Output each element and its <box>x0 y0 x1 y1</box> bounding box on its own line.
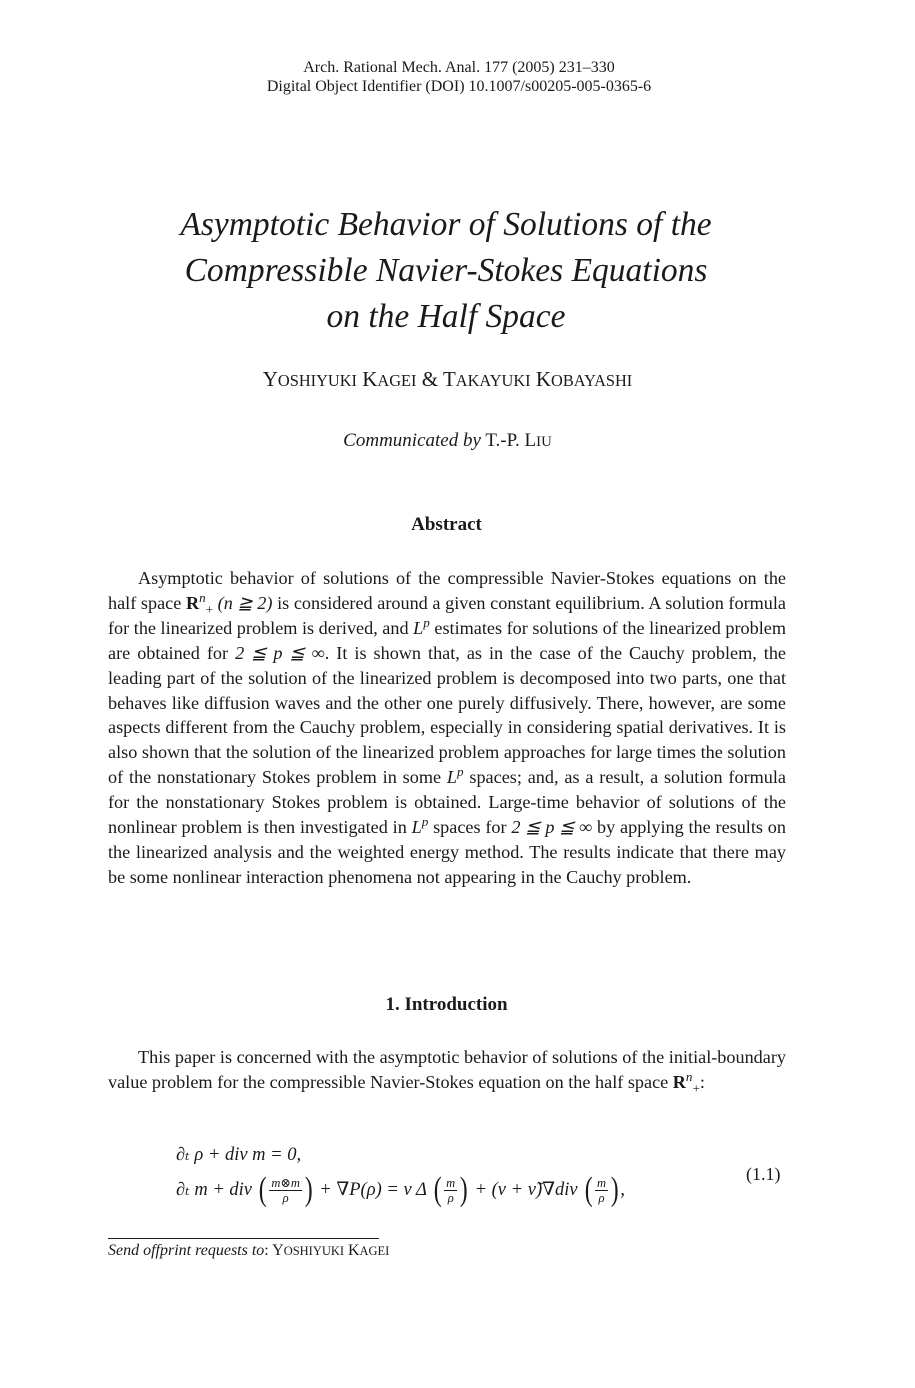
abstract-paragraph: Asymptotic behavior of solutions of the compressible Navier-Stokes equations on the half space $R^n_+$ (n ≧ 2) is considered around a given constant equilibrium. A solution formula for the linearized problem is derived, and $L^p$ estimates for solutions of the linearized problem are obtained for 2 ≦ p ≦ ∞. It is shown that, as in the case of the Cauchy problem, the leading part of the solution of the linearized problem is decomposed into two parts, one that behaves like diffusion waves and the other one purely diffusively. There, however, are some aspects different from the Cauchy problem, especially in considering spatial derivatives. It is also shown that the solution of the linearized problem approaches for large times the solution of the nonstationary Stokes problem in some $L^p$ spaces; and, as a result, a solution formula for the nonstationary Stokes problem is obtained. Large-time behavior of solutions of the nonlinear problem is then investigated in $L^p$ spaces for 2 ≦ p ≦ ∞ by applying the results on the linearized analysis and the weighted energy method. The results indicate that there may be some nonlinear interaction phenomena not appearing in the Cauchy problem. <box>108 568 787 887</box>
half-space-symbol: R <box>672 1071 686 1092</box>
author-separator: & <box>421 367 439 391</box>
lp-symbol: L <box>446 767 457 788</box>
lp-symbol: L <box>411 817 422 838</box>
fraction-momentum-flux: $\frac{m\otimes m}{\rho}$ <box>271 1175 300 1205</box>
equation-number: (1.1) <box>746 1164 781 1184</box>
p-range: 2 ≦ p ≦ ∞ <box>511 817 593 838</box>
title-line-1: Asymptotic Behavior of Solutions of the <box>180 206 712 243</box>
dimension-condition: (n ≧ 2) <box>217 592 273 613</box>
author-line <box>0 366 895 394</box>
momentum-equation: ∂ₜ m + div ( $\frac{m\otimes m}{\rho}$ ) + ∇P(ρ) = ν Δ ( $\frac{m}{\rho}$ ) + (ν + ν̃)∇div ( $\frac{m}{\rho}$ ) , <box>176 1171 625 1208</box>
introduction-body <box>108 1045 786 1095</box>
introduction-paragraph: This paper is concerned with the asymptotic behavior of solutions of the initial-boundary value problem for the compressible Navier-Stokes equation on the half space $R^n_+$: <box>108 1047 786 1096</box>
author-1: YOSHIYUKI KAGEI <box>262 367 417 391</box>
journal-citation: Arch. Rational Mech. Anal. 177 (2005) 231–330 <box>303 59 615 76</box>
lp-symbol: L <box>413 617 424 638</box>
p-range: 2 ≦ p ≦ ∞ <box>235 642 325 663</box>
author-2: TAKAYUKI KOBAYASHI <box>442 367 633 391</box>
communicated-by: Communicated by T.-P. LIU <box>343 430 552 451</box>
continuity-equation: ∂ₜ ρ + div m = 0, <box>176 1145 302 1165</box>
journal-doi: Digital Object Identifier (DOI) 10.1007/s00205-005-0365-6 <box>266 78 652 95</box>
title-line-3: on the Half Space <box>326 298 566 335</box>
half-space-symbol: R <box>185 592 200 613</box>
title-line-2: Compressible Navier-Stokes Equations <box>184 252 708 289</box>
fraction-velocity: $\frac{m}{\rho}$ <box>446 1175 456 1205</box>
abstract-body <box>108 566 786 890</box>
footnote-divider <box>108 1238 379 1239</box>
footnote: Send offprint requests to: YOSHIYUKI KAGEI <box>108 1242 390 1259</box>
abstract-heading: Abstract <box>411 514 482 535</box>
journal-header <box>0 58 915 96</box>
fraction-velocity: $\frac{m}{\rho}$ <box>596 1175 606 1205</box>
introduction-heading: 1. Introduction <box>385 994 508 1015</box>
paper-title <box>0 202 892 340</box>
